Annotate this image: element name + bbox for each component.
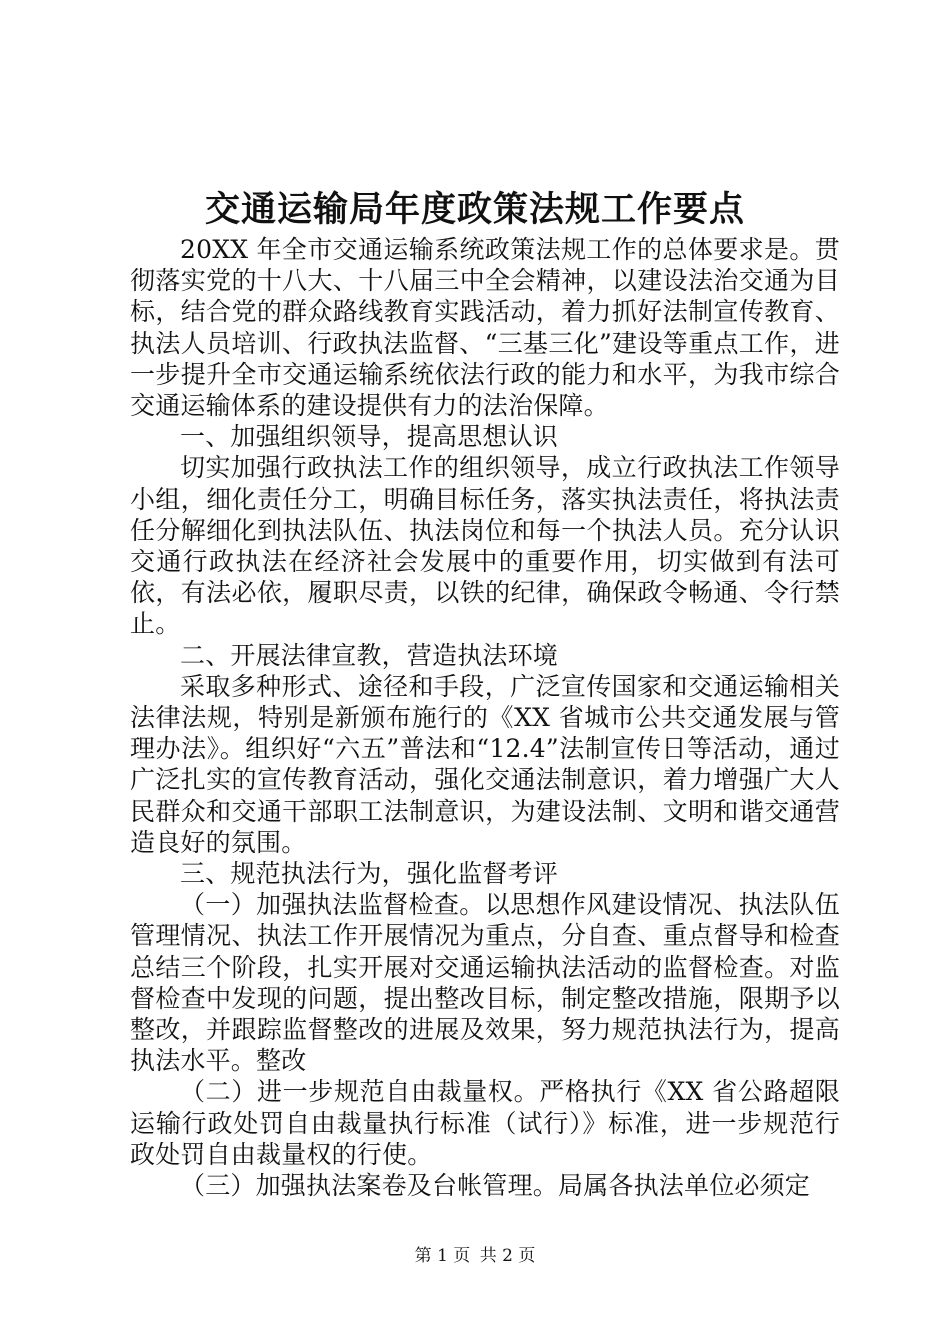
- section-heading-3: 三、规范执法行为，强化监督考评: [180, 859, 559, 889]
- paragraph-section-1: 切实加强行政执法工作的组织领导，成立行政执法工作领导小组，细化责任分工，明确目标任务，落实执法责任，将执法责任分解细化到执法队伍、执法岗位和每一个执法人员。充分认识交通行政执法在经济社会发展中的重要作用，切实做到有法可依，有法必依，履职尽责，以铁的纪律，确保政令畅通、令行禁止。: [130, 453, 840, 639]
- paragraph-section-2: 采取多种形式、途径和手段，广泛宣传国家和交通运输相关法律法规，特别是新颁布施行的《XX 省城市公共交通发展与管理办法》。组织好“六五”普法和“12.4”法制宣传日等活动，通过广泛扎实的宣传教育活动，强化交通法制意识，着力增强广大人民群众和交通干部职工法制意识，为建设法制、文明和谐交通营造良好的氛围。: [130, 671, 840, 857]
- page-footer: [0, 1244, 950, 1268]
- section-heading-1: 一、加强组织领导，提高思想认识: [180, 422, 559, 452]
- paragraph-section-3-item-2: （二）进一步规范自由裁量权。严格执行《XX 省公路超限运输行政处罚自由裁量执行标准（试行）》标准，进一步规范行政处罚自由裁量权的行使。: [130, 1077, 840, 1169]
- paragraph-section-3-item-3: （三）加强执法案卷及台帐管理。局属各执法单位必须定: [180, 1171, 811, 1201]
- section-heading-2: 二、开展法律宣教，营造执法环境: [180, 640, 559, 670]
- paragraph-intro: 20XX 年全市交通运输系统政策法规工作的总体要求是。贯彻落实党的十八大、十八届三中全会精神，以建设法治交通为目标，结合党的群众路线教育实践活动，着力抓好法制宣传教育、执法人员培训、行政执法监督、“三基三化”建设等重点工作，进一步提升全市交通运输系统依法行政的能力和水平，为我市综合交通运输体系的建设提供有力的法治保障。: [130, 235, 840, 421]
- paragraph-section-3-item-1: （一）加强执法监督检查。以思想作风建设情况、执法队伍管理情况、执法工作开展情况为重点，分自查、重点督导和检查总结三个阶段，扎实开展对交通运输执法活动的监督检查。对监督检查中发现的问题，提出整改目标，制定整改措施，限期予以整改，并跟踪监督整改的进展及效果，努力规范执法行为，提高执法水平。整改: [130, 890, 840, 1076]
- page-number: 第 1 页: [414, 1246, 471, 1266]
- document-title: 交通运输局年度政策法规工作要点: [204, 189, 745, 230]
- page-total: 共 2 页: [479, 1246, 536, 1266]
- document-body: [130, 234, 840, 1201]
